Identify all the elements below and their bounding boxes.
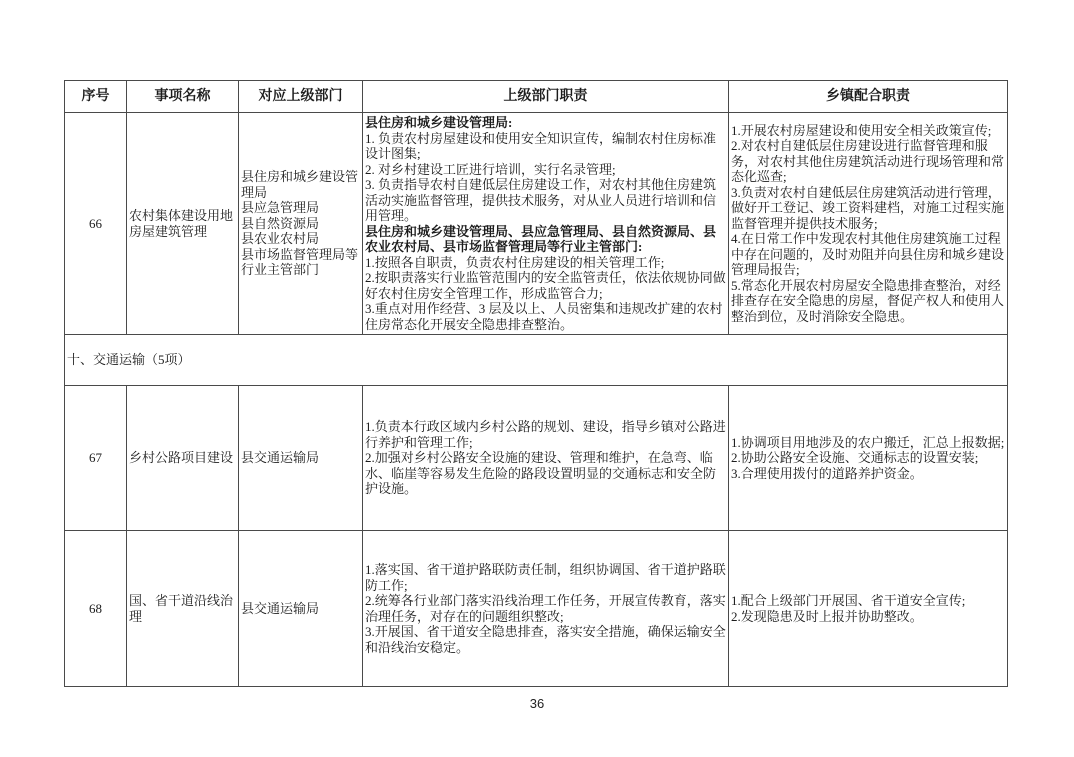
cell-seq-68: 68 — [65, 531, 127, 687]
cell-township-duties-67 — [729, 386, 1008, 531]
table-header-row — [65, 81, 1008, 113]
cell-item-name-66: 农村集体建设用地房屋建筑管理 — [127, 113, 239, 335]
table-row-66 — [65, 113, 1008, 335]
cell-departments-67 — [239, 386, 363, 531]
section-header-row — [65, 335, 1008, 386]
duty-block-heading: 县住房和城乡建设管理局: — [365, 115, 513, 130]
department-line: 县交通运输局 — [241, 600, 320, 616]
department-line: 县市场监督管理局等行业主管部门 — [241, 246, 359, 278]
department-line: 县自然资源局 — [241, 215, 320, 231]
duty-item: 1.协调项目用地涉及的农户搬迁，汇总上报数据; — [731, 434, 1005, 450]
duty-item: 1.开展农村房屋建设和使用安全相关政策宣传; — [731, 122, 992, 138]
duty-item: 1.落实国、省干道护路联防责任制，组织协调国、省干道护路联防工作; — [365, 562, 726, 593]
cell-seq-67: 67 — [65, 386, 127, 531]
department-line: 县应急管理局 — [241, 200, 320, 216]
duty-item: 2.协助公路安全设施、交通标志的设置安装; — [731, 450, 979, 466]
duty-item: 1.配合上级部门开展国、省干道安全宣传; — [731, 593, 966, 608]
cell-superior-duties-67 — [363, 386, 729, 531]
cell-departments-68 — [239, 531, 363, 687]
duty-item: 3. 负责指导农村自建低层住房建设工作，对农村其他住房建筑活动实施监督管理，提供技术服务，对从业人员进行培训和信用管理。 — [365, 177, 717, 223]
cell-township-duties-66 — [729, 113, 1008, 335]
duty-item: 2.按职责落实行业监管范围内的安全监管责任，依法依规协同做好农村住房安全管理工作，形成监管合力; — [365, 270, 726, 301]
cell-item-name-68: 国、省干道沿线治理 — [127, 531, 239, 687]
duty-item: 2.对农村自建低层住房建设进行监督管理和服务，对农村其他住房建筑活动进行现场管理和常态化巡查; — [731, 138, 1005, 185]
duty-item: 5.常态化开展农村房屋安全隐患排查整治，对经排查存在安全隐患的房屋，督促产权人和使用人整治到位，及时消除安全隐患。 — [731, 277, 1005, 324]
document-page — [64, 80, 1007, 687]
cell-township-duties-68 — [729, 531, 1008, 687]
cell-superior-duties-68 — [363, 531, 729, 687]
department-line: 县交通运输局 — [241, 450, 320, 466]
duty-item: 3.合理使用拨付的道路养护资金。 — [731, 465, 923, 481]
duty-block-heading: 县住房和城乡建设管理局、县应急管理局、县自然资源局、县农业农村局、县市场监督管理局等行业主管部门: — [365, 223, 717, 254]
duty-item: 2. 对乡村建设工匠进行培训，实行名录管理; — [365, 161, 616, 177]
duty-item: 2.统筹各行业部门落实沿线治理工作任务，开展宣传教育，落实治理任务，对存在的问题组织整改; — [365, 593, 726, 624]
column-header-superior-duties: 上级部门职责 — [363, 81, 729, 113]
column-header-item-name: 事项名称 — [127, 81, 239, 113]
cell-item-name-67: 乡村公路项目建设 — [127, 386, 239, 531]
table-row-67 — [65, 386, 1008, 531]
department-line: 县农业农村局 — [241, 231, 320, 247]
column-header-township-duties: 乡镇配合职责 — [729, 81, 1008, 113]
duty-item: 3.负责对农村自建低层住房建筑活动进行管理，做好开工登记、竣工资料建档，对施工过程实施监督管理并提供技术服务; — [731, 184, 1005, 231]
cell-superior-duties-66 — [363, 113, 729, 335]
duty-item: 4.在日常工作中发现农村其他住房建筑施工过程中存在问题的，及时劝阻并向县住房和城乡建设管理局报告; — [731, 231, 1005, 278]
duty-item: 2.发现隐患及时上报并协助整改。 — [731, 608, 923, 624]
responsibility-table — [64, 80, 1008, 687]
duty-item: 1.负责本行政区域内乡村公路的规划、建设，指导乡镇对公路进行养护和管理工作; — [365, 419, 726, 450]
duty-item: 1. 负责农村房屋建设和使用安全知识宣传，编制农村住房标准设计图集; — [365, 130, 717, 161]
page-number: 36 — [529, 696, 545, 711]
column-header-superior-dept: 对应上级部门 — [239, 81, 363, 113]
column-header-seq: 序号 — [65, 81, 127, 113]
table-row-68 — [65, 531, 1008, 687]
department-line: 县住房和城乡建设管理局 — [241, 169, 359, 200]
duty-item: 2.加强对乡村公路安全设施的建设、管理和维护，在急弯、临水、临崖等容易发生危险的路段设置明显的交通标志和安全防护设施。 — [365, 450, 717, 497]
duty-item: 1.按照各自职责，负责农村住房建设的相关管理工作; — [365, 254, 665, 270]
duty-item: 3.开展国、省干道安全隐患排查，落实安全措施，确保运输安全和沿线治安稳定。 — [365, 624, 726, 655]
duty-item: 3.重点对用作经营、3 层及以上、人员密集和违规改扩建的农村住房常态化开展安全隐患排查整治。 — [365, 301, 723, 332]
cell-departments-66 — [239, 113, 363, 335]
section-title: 十、交通运输（5项） — [65, 335, 1008, 386]
cell-seq-66: 66 — [65, 113, 127, 335]
